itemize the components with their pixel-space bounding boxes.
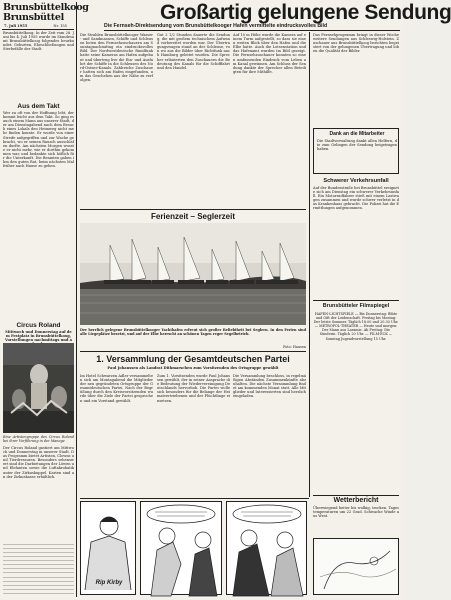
weather-map — [313, 538, 399, 595]
main-article-col2: Gut 2 1/2 Stunden dauerte die Sendung, die mit großem technischem Aufwand vorbereitet worden war. Der Übertragungswagen stand an der Schleuse, von wo aus die Bilder über Richtfunk nach Hamburg geleitet wurden. Die Sprecher erläuterten den Zuschauern die Bedeutung des Kanals für die Schifffahrt und den Handel. — [157, 33, 230, 70]
circus-text: Der Circus Roland gastiert am Mittwoch und Donnerstag in unserer Stadt. Das Programm bietet Artisten, Clowns und Tierdressuren. Besonders sehenswert sind die Darbietungen der Löwen und Elefanten sowie die Luftakrobatik unter der Zirkuskuppel. Karten sind an der Zirkuskasse erhältlich. — [3, 446, 74, 479]
accident-title: Schwerer Verkehrsunfall — [323, 178, 389, 184]
masthead — [3, 2, 89, 23]
circus-photo — [3, 343, 74, 433]
main-article-col3: Auf 10 m Höhe wurde die Kamera auf einem Turm aufgestellt, so dass sie einen weiten Blick über den Hafen und die Elbe hatte. Auch die Lotsenstation und das Hafenamt wurden im Bild gezeigt. Die Fernsehzuschauer konnten so einen umfassenden Eindruck vom Leben am Kanal gewinnen. Am Schluss der Sendung dankte der Sprecher allen Beteiligten für ihre Mithilfe. — [233, 33, 306, 74]
notice-box — [313, 128, 399, 174]
headline: Großartig gelungene Sendung — [160, 1, 451, 24]
regatta-title: Ferienzeit – Seglerzeit — [150, 212, 236, 221]
notice-title: Dank an die Mitarbeiter — [329, 131, 385, 137]
main-article-col1: Die Strahlen Brunsbüttelkooger Wasser- und Sandmassen, Schiffe und Schleusen boten den Fernsehzuschauern am Sonntagnachmittag ein eindrucksvolles Bild. Der Nordwestdeutsche Rundfunk hatte seine Kameras am Hafen aufgebaut und übertrug live die Ein- und Ausfahrt der Schiffe in die Schleusen des Nord-Ostsee-Kanals. Zahlreiche Zuschauer hatten sich am Hafen eingefunden, um das Geschehen aus der Nähe zu verfolgen. — [80, 33, 153, 83]
party-col1: Im Hotel Schwarzen Adler versammelten sich am Montagabend die Mitglieder der neu gegründeten Ortsgruppe der Gesamtdeutschen Partei. Nach der Begrüßung durch den Kreisvorsitzenden wurde über die Ziele der Partei gesprochen und ein Vorstand gewählt. — [80, 374, 153, 403]
column-divider-right — [309, 32, 310, 497]
regatta-photo — [80, 223, 306, 325]
left-bottom-text — [3, 542, 74, 594]
subhead-rule — [104, 30, 400, 31]
comic-panel-3 — [226, 501, 307, 595]
comic-title: Rip Kirby — [95, 580, 123, 586]
weather-title: Wetterbericht — [333, 497, 379, 504]
right-top-text: Das Fernsehprogramm bringt in dieser Woche weitere Sendungen aus Schleswig-Holstein. Zuschauer aus Brunsbüttelkoog berichten begeistert von der gelungenen Übertragung und loben die Qualität der Bilder. — [313, 33, 399, 54]
masthead-line1: Brunsbüttelkoog — [3, 2, 89, 13]
column-divider-left — [76, 2, 77, 597]
cinema-top-rule — [313, 300, 399, 301]
notice-text: Die Stadtverwaltung dankt allen Helfern, die zum Gelingen der Sendung beigetragen haben. — [317, 139, 397, 152]
left-intro-text: Brunsbüttelkoog. In der Zeit vom 28. Juni bis 4. Juli 1955 wurde im Standesamt Brunsbüttelkoog folgendes beurkundet: Geburten, Eheschließungen und Sterbefälle der Stadt. — [3, 31, 74, 52]
aus-dem-takt-text: Wer zu oft von der Hoffnung lebt, der kommt leicht aus dem Takt. So ging es auch einem Mann aus unserer Stadt, der am Dienstagabend nach dem Besuch eines Lokals den Heimweg nicht mehr finden konnte. Er wurde von einer Streife aufgegriffen und zur Wache gebracht, wo er seinen Rausch ausschlafen durfte. Am nächsten Morgen wusste er nicht mehr, wie er dorthin gekommen war, und bedankte sich höflich für die Unterkunft. Die Beamten gaben ihm den guten Rat, beim nächsten Mal früher nach Hause zu gehen. — [3, 111, 74, 169]
cinema-listing: HAFEN-LICHTSPIELE — Bis Donnerstag: Blüte und Gift der Leidenschaft. Freitag bis Montag: Der letzte Sommer. Täglich 18.00 und 20.30 Uhr. — METROPOL-THEATER — Heute und morgen: Der Mann aus Laramie. Ab Freitag: Die Sünderin. Täglich 20 Uhr. — FILM-ECK — Sonntag Jugendvorstellung 15 Uhr. — [313, 312, 399, 341]
party-subtitle: Paul Johanssen als Landrat Dithmarschen zum Vorsitzenden des Ortsgruppe gewählt — [107, 366, 279, 370]
circus-photo-caption: Eine Artistengruppe des Circus Roland bei ihrer Vorführung in der Manege — [3, 435, 74, 443]
regatta-top-rule — [80, 209, 306, 210]
party-top-rule — [80, 351, 306, 352]
masthead-rule — [2, 29, 74, 30]
issue-number: Nr. 155 — [53, 24, 67, 28]
subheadline: Die Fernseh-Direktsendung vom Brunsbüttelkooger Hafen vermittelte eindrucksvolles Bild — [104, 23, 328, 29]
party-title: 1. Versammlung der Gesamtdeutschen Partei — [96, 354, 290, 364]
regatta-credit: Foto: Hausen — [283, 345, 306, 349]
circus-subtitle: Mittwoch und Donnerstag auf dem Festplatz in Brunsbüttelkoog, Vorstellungen nachmittags und a — [4, 330, 72, 343]
masthead-date-row — [4, 24, 67, 28]
accident-text: Auf der Bundesstraße bei Brunsbüttel ereignete sich am Dienstag ein schwerer Verkehrsunfall. Ein Motorradfahrer stieß mit einem Lastwagen zusammen und wurde schwer verletzt in das Krankenhaus gebracht. Die Polizei hat die Ermittlungen aufgenommen. — [313, 186, 399, 211]
section-title-aus-dem-takt: Aus dem Takt — [17, 103, 60, 110]
issue-date: 7. Juli 1955 — [4, 24, 28, 28]
weather-top-rule — [313, 495, 399, 496]
party-col2: Zum 1. Vorsitzenden wurde Paul Johanssen gewählt, der in seiner Ansprache die Bedeutung der Wiedervereinigung Deutschlands hervorhob. Die Partei wolle sich besonders für die Belange der Heimatvertriebenen und der Flüchtlinge einsetzen. — [157, 374, 230, 403]
comic-panel-2 — [140, 501, 222, 595]
weather-text: Überwiegend heiter bis wolkig, trocken. Tagestemperaturen um 22 Grad. Schwache Winde aus West. — [313, 506, 399, 519]
comic-panel-1 — [80, 501, 136, 595]
section-title-circus: Circus Roland — [16, 322, 61, 329]
cinema-title: Brunsbütteler Filmspiegel — [322, 303, 390, 309]
party-col3: Die Versammlung beschloss, in regelmäßigen Abständen Zusammenkünfte abzuhalten. Die nächste Versammlung findet am kommenden Monat statt. Alle Mitglieder und Interessierten sind herzlich eingeladen. — [233, 374, 306, 399]
comic-top-rule — [80, 498, 309, 499]
regatta-caption: Der herrlich gelegene Brunsbüttelkooger Yachthafen erfreut sich großer Beliebtheit bei Seglern. In den Ferien sind alle Liegeplätze besetzt, und auf der Elbe herrscht an schönen Tagen reger Segelbetrieb. — [80, 328, 306, 336]
masthead-line2: Brunsbüttel — [3, 12, 64, 23]
